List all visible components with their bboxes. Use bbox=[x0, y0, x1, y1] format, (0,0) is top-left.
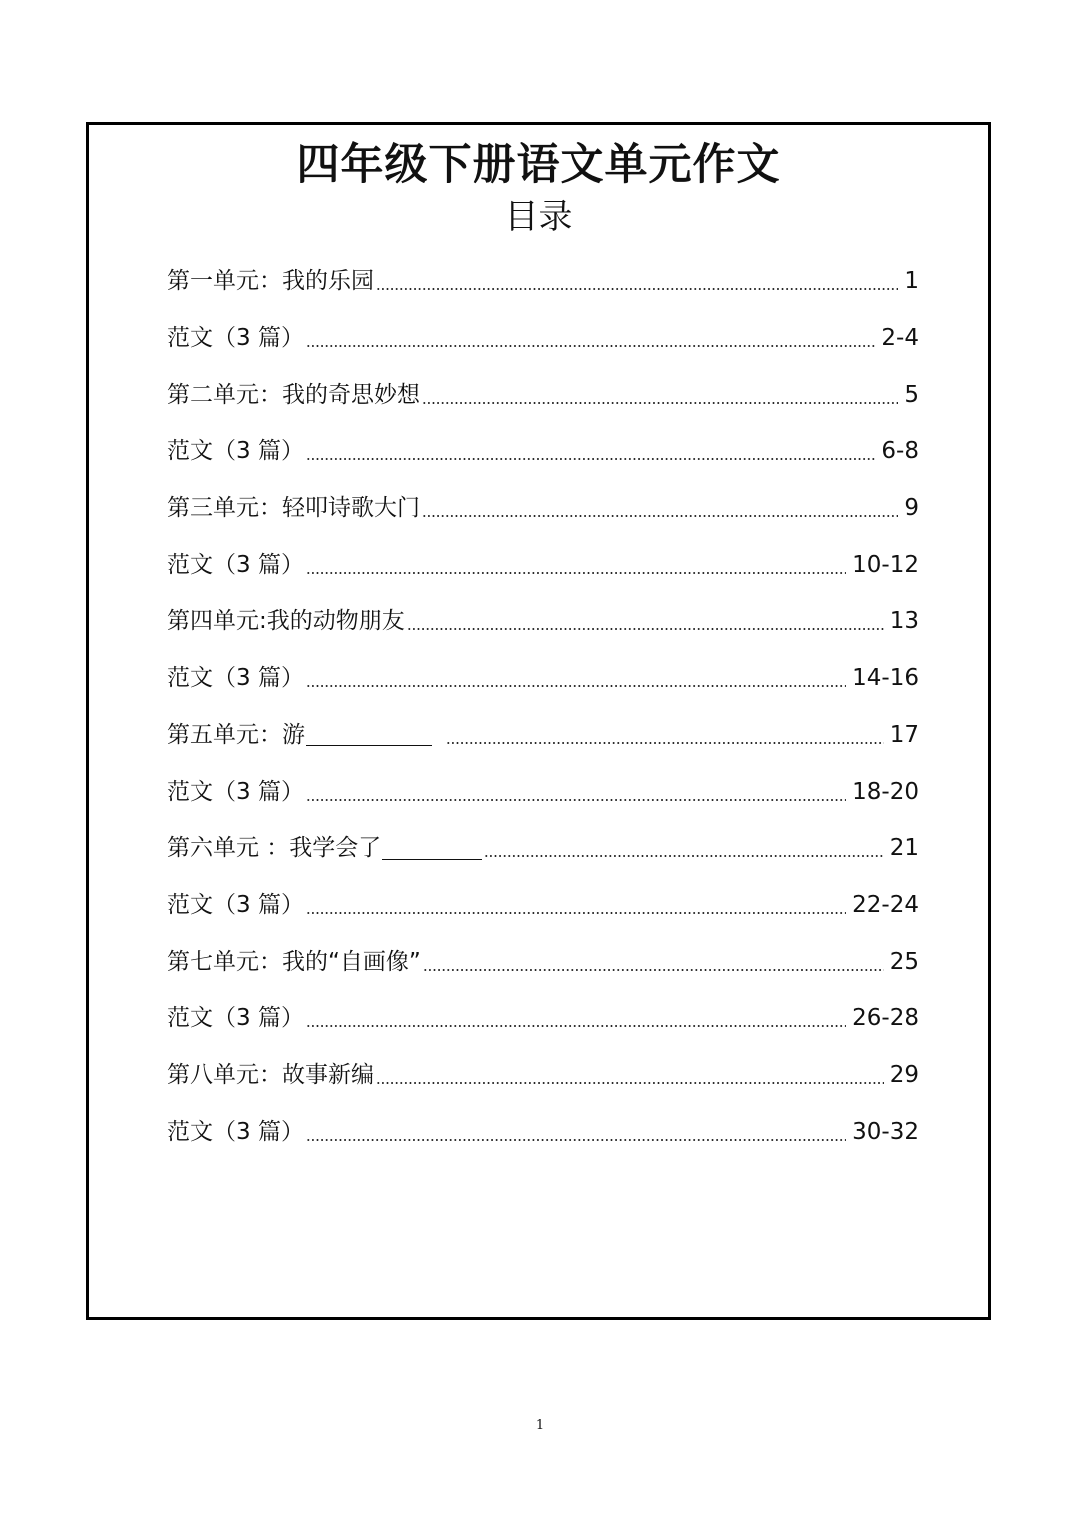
toc-entry-examples-8[interactable] bbox=[167, 1103, 919, 1160]
toc-entry-page: 14-16 bbox=[852, 665, 919, 692]
toc-entry-page: 1 bbox=[904, 268, 919, 295]
dot-leader bbox=[423, 969, 884, 971]
dot-leader bbox=[484, 855, 883, 857]
dot-leader bbox=[306, 799, 846, 801]
dot-leader bbox=[376, 288, 898, 290]
toc-entry-page: 22-24 bbox=[852, 891, 919, 918]
dot-leader bbox=[306, 1025, 846, 1027]
toc-entry-label: 范文（3 篇） bbox=[167, 778, 304, 805]
dot-leader bbox=[306, 1139, 846, 1141]
dot-leader bbox=[446, 742, 884, 744]
document-title: 四年级下册语文单元作文 bbox=[296, 140, 781, 190]
toc-entry-unit-4[interactable] bbox=[167, 593, 919, 650]
toc-entry-page: 18-20 bbox=[852, 778, 919, 805]
toc-entry-examples-3[interactable] bbox=[167, 536, 919, 593]
toc-entry-examples-7[interactable] bbox=[167, 990, 919, 1047]
toc-entry-label: 第二单元：我的奇思妙想 bbox=[167, 381, 420, 408]
toc-entry-page: 26-28 bbox=[852, 1005, 919, 1032]
dot-leader bbox=[422, 402, 898, 404]
toc-entry-page: 29 bbox=[889, 1061, 919, 1088]
toc-entry-label: 范文（3 篇） bbox=[167, 665, 304, 692]
dot-leader bbox=[306, 572, 846, 574]
toc-entry-page: 9 bbox=[904, 495, 919, 522]
toc-entry-label: 第一单元：我的乐园 bbox=[167, 268, 374, 295]
dot-leader bbox=[306, 458, 875, 460]
fill-in-blank bbox=[382, 837, 482, 860]
toc-entry-unit-6[interactable] bbox=[167, 820, 919, 877]
toc-entry-label: 范文（3 篇） bbox=[167, 438, 304, 465]
toc-entry-page: 6-8 bbox=[881, 438, 919, 465]
dot-leader bbox=[376, 1082, 884, 1084]
toc-entry-label: 第六单元 ：我学会了 bbox=[167, 835, 382, 862]
toc-entry-label: 范文（3 篇） bbox=[167, 325, 304, 352]
toc-entry-unit-8[interactable] bbox=[167, 1047, 919, 1104]
toc-entry-unit-7[interactable] bbox=[167, 933, 919, 990]
toc-entry-examples-1[interactable] bbox=[167, 310, 919, 367]
toc-entry-label: 范文（3 篇） bbox=[167, 1005, 304, 1032]
toc-entry-label: 范文（3 篇） bbox=[167, 891, 304, 918]
toc-entry-unit-1[interactable] bbox=[167, 253, 919, 310]
toc-entry-label: 第七单元：我的“自画像” bbox=[167, 948, 421, 975]
toc-entry-page: 13 bbox=[889, 608, 919, 635]
document-frame bbox=[86, 122, 991, 1320]
page-number: 1 bbox=[535, 1418, 545, 1433]
dot-leader bbox=[306, 345, 875, 347]
toc-entry-examples-5[interactable] bbox=[167, 763, 919, 820]
dot-leader bbox=[422, 515, 898, 517]
toc-entry-page: 17 bbox=[889, 721, 919, 748]
toc-entry-page: 21 bbox=[889, 835, 919, 862]
toc-entry-page: 30-32 bbox=[852, 1118, 919, 1145]
toc-entry-unit-2[interactable] bbox=[167, 366, 919, 423]
toc-entry-label: 范文（3 篇） bbox=[167, 1118, 304, 1145]
toc-entry-label: 第八单元：故事新编 bbox=[167, 1061, 374, 1088]
toc-entry-examples-4[interactable] bbox=[167, 650, 919, 707]
toc-entry-page: 2-4 bbox=[881, 325, 919, 352]
toc-entry-unit-5[interactable] bbox=[167, 707, 919, 764]
table-of-contents bbox=[167, 253, 919, 1160]
dot-leader bbox=[306, 912, 846, 914]
toc-entry-label: 范文（3 篇） bbox=[167, 551, 304, 578]
toc-entry-unit-3[interactable] bbox=[167, 480, 919, 537]
toc-entry-label: 第三单元：轻叩诗歌大门 bbox=[167, 495, 420, 522]
toc-entry-page: 10-12 bbox=[852, 551, 919, 578]
document-subtitle: 目录 bbox=[504, 197, 573, 237]
toc-entry-page: 25 bbox=[889, 948, 919, 975]
toc-entry-page: 5 bbox=[904, 381, 919, 408]
toc-entry-examples-6[interactable] bbox=[167, 877, 919, 934]
toc-entry-label: 第五单元：游 bbox=[167, 721, 305, 748]
fill-in-blank bbox=[306, 723, 432, 746]
dot-leader bbox=[407, 628, 884, 630]
toc-entry-label: 第四单元:我的动物朋友 bbox=[167, 608, 405, 635]
dot-leader bbox=[306, 685, 846, 687]
toc-entry-examples-2[interactable] bbox=[167, 423, 919, 480]
